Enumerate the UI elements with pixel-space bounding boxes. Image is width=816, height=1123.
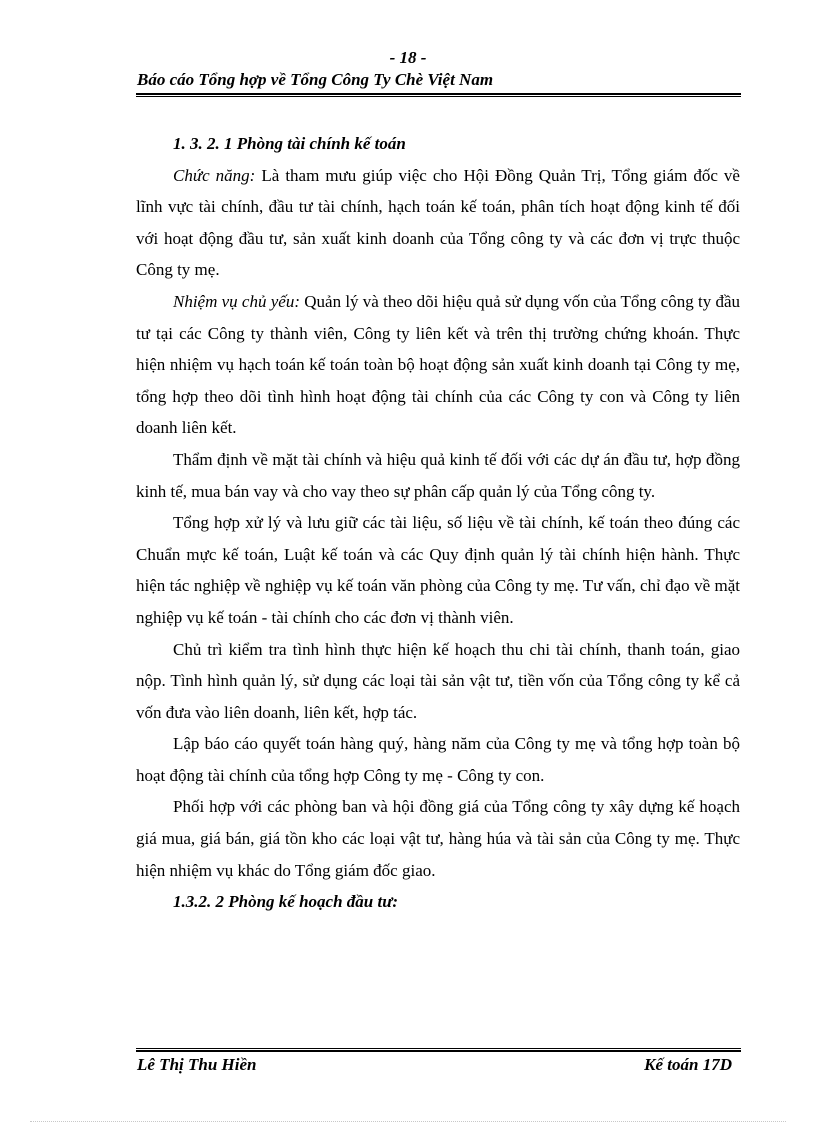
page-number: - 18 - xyxy=(389,48,427,67)
function-paragraph xyxy=(136,160,740,286)
duties-label: Nhiệm vụ chủ yếu: xyxy=(173,291,300,311)
body-paragraph: Chủ trì kiểm tra tình hình thực hiện kế hoạch thu chi tài chính, thanh toán, giao nộp. Tình hình quản lý, sử dụng các loại tài sản vật tư, tiền vốn của Tổng công ty kể cả vốn đưa vào liên doanh, liên kết, hợp tác. xyxy=(136,639,740,722)
body-paragraph: Tổng hợp xử lý và lưu giữ các tài liệu, số liệu về tài chính, kế toán theo đúng các Chuẩn mực kế toán, Luật kế toán và các Quy định quản lý tài chính hiện hành. Thực hiện tác nghiệp về nghiệp vụ kế toán văn phòng của Công ty mẹ. Tư vấn, chỉ đạo về mặt nghiệp vụ kế toán - tài chính cho các đơn vị thành viên. xyxy=(136,513,740,627)
body-paragraph: Thẩm định về mặt tài chính và hiệu quả kinh tế đối với các dự án đầu tư, hợp đồng kinh tế, mua bán vay và cho vay theo sự phân cấp quản lý của Tổng công ty. xyxy=(136,449,740,501)
section-heading-finance: 1. 3. 2. 1 Phòng tài chính kế toán xyxy=(173,134,406,153)
document-body xyxy=(136,128,740,918)
section-heading-planning: 1.3.2. 2 Phòng kế hoạch đầu tư: xyxy=(173,892,399,912)
footer-class: Kế toán 17D xyxy=(644,1055,732,1074)
function-text: Là tham mưu giúp việc cho Hội Đồng Quản Trị, Tổng giám đốc về lĩnh vực tài chính, đầu tư tài chính, hạch toán kế toán, phân tích hoạt động kinh tế đối với hoạt động đầu tư, sản xuất kinh doanh của Tổng công ty và các đơn vị trực thuộc Công ty mẹ. xyxy=(136,165,740,280)
page-bottom-border xyxy=(30,1121,786,1122)
header-divider xyxy=(136,93,741,97)
header-title: Báo cáo Tổng hợp về Tổng Công Ty Chè Việt Nam xyxy=(137,70,494,89)
function-label: Chức năng: xyxy=(173,165,256,185)
body-paragraph: Lập báo cáo quyết toán hàng quý, hàng năm của Công ty mẹ và tổng hợp toàn bộ hoạt động tài chính của tổng hợp Công ty mẹ - Công ty con. xyxy=(136,734,740,785)
footer-divider xyxy=(136,1048,741,1052)
footer-author: Lê Thị Thu Hiền xyxy=(137,1055,257,1074)
body-paragraph: Phối hợp với các phòng ban và hội đồng giá của Tổng công ty xây dựng kế hoạch giá mua, giá bán, giá tồn kho các loại vật tư, hàng húa và tài sản của Công ty mẹ. Thực hiện nhiệm vụ khác do Tổng giám đốc giao. xyxy=(136,797,740,880)
duties-text: Quản lý và theo dõi hiệu quả sử dụng vốn của Tổng công ty đầu tư tại các Công ty thành viên, Công ty liên kết và trên thị trường chứng khoán. Thực hiện nhiệm vụ hạch toán kế toán toàn bộ hoạt động sản xuất kinh doanh tại Công ty mẹ, tổng hợp theo dõi tình hình hoạt động tài chính của các Công ty con và Công ty liên doanh liên kết. xyxy=(136,291,740,438)
duties-paragraph xyxy=(136,286,740,444)
